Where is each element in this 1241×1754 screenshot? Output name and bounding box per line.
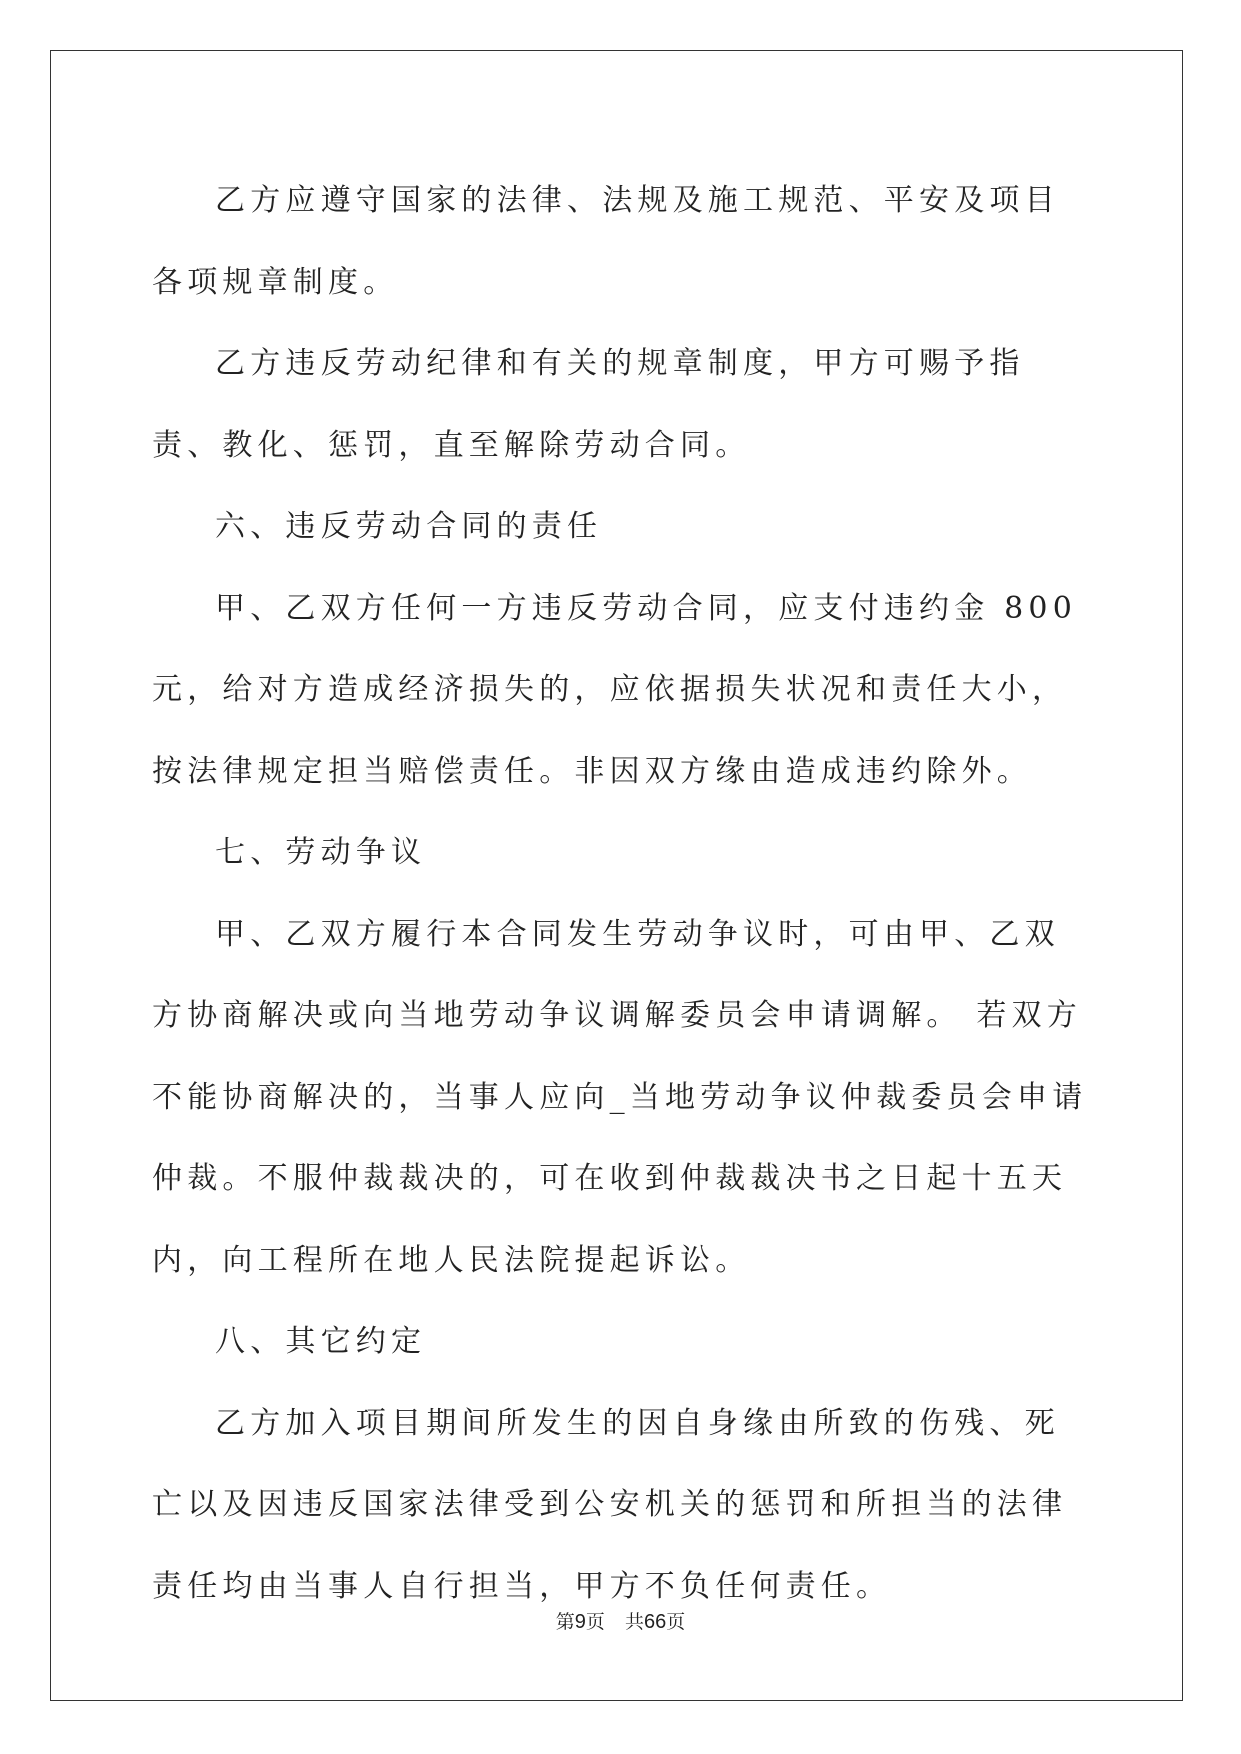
page-footer bbox=[0, 1607, 1241, 1634]
section-heading-6: 六、违反劳动合同的责任 bbox=[215, 509, 603, 544]
paragraph-4: 甲、乙双方履行本合同发生劳动争议时，可由甲、乙双方协商解决或向当地劳动争议调解委员会申请调解。 若双方不能协商解决的，当事人应向_当地劳动争议仲裁委员会申请仲裁。不服仲裁裁决的，可在收到仲裁裁决书之日起十五天内，向工程所在地人民法院提起诉讼。 bbox=[152, 916, 1088, 1278]
document-body bbox=[152, 160, 1092, 1627]
footer-prefix: 第 bbox=[555, 1611, 575, 1633]
footer-total-suffix: 页 bbox=[666, 1611, 686, 1633]
paragraph-3: 甲、乙双方任何一方违反劳动合同，应支付违约金 800 元，给对方造成经济损失的，应依据损失状况和责任大小，按法律规定担当赔偿责任。非因双方缘由造成违约除外。 bbox=[152, 590, 1077, 789]
footer-page-number: 9 bbox=[574, 1611, 586, 1633]
paragraph-2: 乙方违反劳动纪律和有关的规章制度，甲方可赐予指责、教化、惩罚，直至解除劳动合同。 bbox=[152, 346, 1025, 463]
section-heading-8: 八、其它约定 bbox=[215, 1324, 427, 1359]
paragraph-5: 乙方加入项目期间所发生的因自身缘由所致的伤残、死亡以及因违反国家法律受到公安机关的惩罚和所担当的法律责任均由当事人自行担当，甲方不负任何责任。 bbox=[152, 1405, 1068, 1604]
footer-total-prefix: 共 bbox=[624, 1611, 644, 1633]
section-heading-7: 七、劳动争议 bbox=[215, 835, 427, 870]
footer-total-pages: 66 bbox=[643, 1611, 667, 1633]
footer-page-suffix: 页 bbox=[585, 1611, 605, 1633]
paragraph-1: 乙方应遵守国家的法律、法规及施工规范、平安及项目各项规章制度。 bbox=[152, 183, 1060, 300]
